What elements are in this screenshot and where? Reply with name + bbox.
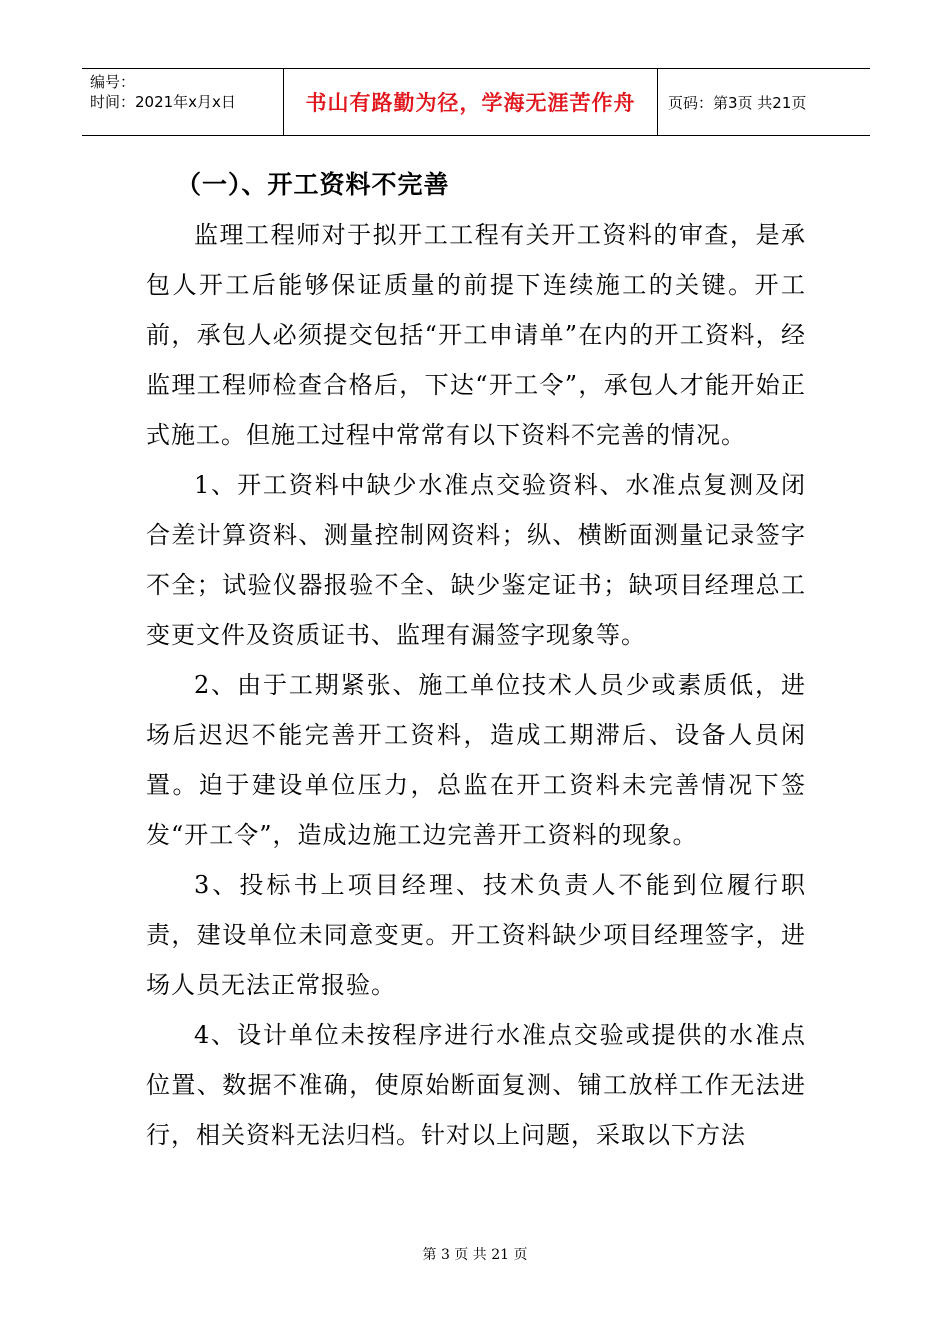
section-heading: （一）、开工资料不完善 (176, 170, 450, 199)
header-motto-cell (284, 69, 658, 135)
document-number: 编号： (90, 73, 136, 91)
header-meta (82, 69, 284, 135)
paragraph-item-2: 2、由于工期紧张、施工单位技术人员少或素质低，进场后迟迟不能完善开工资料，造成工期滞后、设备人员闲置。迫于建设单位压力，总监在开工资料未完善情况下签发“开工令”，造成边施工边完善开工资料的现象。 (146, 671, 806, 849)
paragraph-item-4: 4、设计单位未按程序进行水准点交验或提供的水准点位置、数据不准确，使原始断面复测、铺工放样工作无法进行，相关资料无法归档。针对以上问题，采取以下方法 (146, 1021, 806, 1149)
header-page-info (658, 69, 870, 135)
document-body (146, 160, 806, 1160)
page-footer (0, 1244, 950, 1264)
paragraph-intro: 监理工程师对于拟开工工程有关开工资料的审查，是承包人开工后能够保证质量的前提下连续施工的关键。开工前，承包人必须提交包括“开工申请单”在内的开工资料，经监理工程师检查合格后，下达“开工令”，承包人才能开始正式施工。但施工过程中常常有以下资料不完善的情况。 (146, 221, 806, 449)
header-motto: 书山有路勤为径，学海无涯苦作舟 (305, 91, 636, 115)
page-number-info: 页码：第3页 共21页 (668, 93, 807, 112)
paragraph-item-1: 1、开工资料中缺少水准点交验资料、水准点复测及闭合差计算资料、测量控制网资料；纵、横断面测量记录签字不全；试验仪器报验不全、缺少鉴定证书；缺项目经理总工变更文件及资质证书、监理有漏签字现象等。 (146, 471, 806, 649)
page-header (82, 68, 870, 136)
paragraph-item-3: 3、投标书上项目经理、技术负责人不能到位履行职责，建设单位未同意变更。开工资料缺少项目经理签字，进场人员无法正常报验。 (146, 871, 806, 999)
document-date: 时间：2021年x月x日 (90, 93, 236, 111)
footer-page-number: 第 3 页 共 21 页 (422, 1247, 528, 1263)
